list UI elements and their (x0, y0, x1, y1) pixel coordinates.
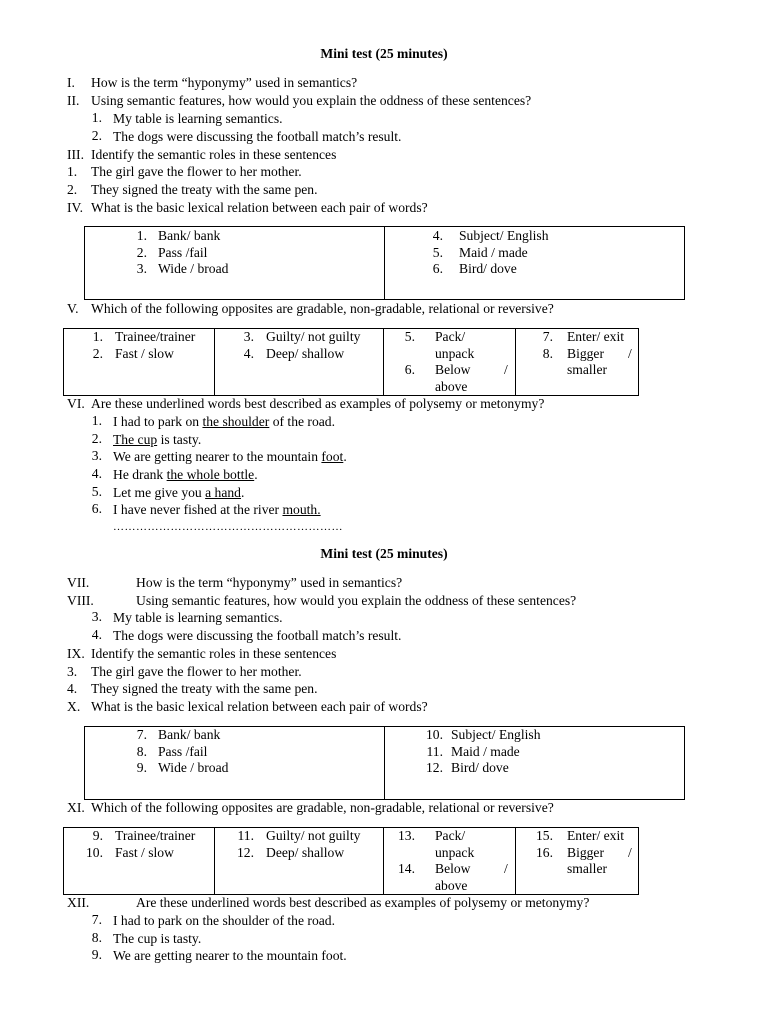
item-text-post: of the road. (269, 414, 335, 429)
underlined-word: foot (321, 449, 344, 464)
item-text: Deep/ shallow (266, 844, 345, 860)
item-number: 4. (91, 627, 102, 642)
item-number: 14. (398, 861, 415, 876)
question-number: IX. (67, 646, 85, 661)
item-text-pre: Let me give you (113, 485, 206, 500)
item-number: 1. (92, 329, 103, 344)
item-text: Below (435, 861, 471, 876)
item-text-post: . (240, 485, 245, 500)
item-text (113, 501, 321, 518)
item-number: 3. (243, 329, 254, 344)
item-text-pre: We are getting nearer to the mountain (113, 449, 322, 464)
item-text: Bank/ bank (158, 228, 221, 243)
item-number: 11. (237, 828, 254, 843)
item-number: 1. (136, 228, 147, 243)
item-number: 9. (91, 947, 102, 962)
item-number: 5. (404, 329, 415, 344)
item-number: 3. (67, 664, 78, 679)
item-text-continued: above (435, 378, 468, 394)
item-text: Fast / slow (115, 844, 174, 860)
question-number: XII. (67, 895, 90, 910)
item-number: 4. (67, 681, 78, 696)
item-text: We are getting nearer to the mountain foot. (113, 948, 347, 963)
item-text: My table is learning semantics. (113, 610, 283, 625)
item-number: 7. (542, 329, 553, 344)
question-text: How is the term “hyponymy” used in semantics? (136, 575, 403, 590)
item-number: 1. (67, 164, 78, 179)
item-text-continued: unpack (435, 844, 475, 860)
item-text-post: . (254, 467, 258, 482)
question-text: What is the basic lexical relation between each pair of words? (91, 200, 428, 215)
item-number: 9. (136, 760, 147, 775)
item-text: Enter/ exit (567, 329, 624, 344)
item-number: 12. (237, 844, 254, 860)
opposites-cell-3 (384, 329, 516, 396)
question-number: V. (67, 301, 79, 316)
question-text: Using semantic features, how would you explain the oddness of these sentences? (91, 93, 532, 108)
word-pairs-table (84, 226, 685, 300)
item-text: Pass /fail (158, 743, 208, 759)
item-number: 6. (404, 362, 415, 377)
underlined-word: mouth. (282, 502, 321, 517)
item-text-continued: unpack (435, 345, 475, 361)
item-text-continued: above (435, 877, 468, 893)
opposites-table (63, 827, 639, 895)
item-text: Enter/ exit (567, 828, 624, 843)
underlined-word: the whole bottle (166, 467, 255, 482)
item-text: Subject/ English (451, 727, 541, 742)
item-number: 7. (136, 727, 147, 742)
item-text: The girl gave the flower to her mother. (91, 164, 302, 179)
question-text: Which of the following opposites are gradable, non-gradable, relational or reversive? (91, 800, 554, 815)
item-number: 3. (91, 448, 102, 463)
question-number: III. (67, 147, 84, 162)
question-number: IV. (67, 200, 83, 215)
question-number: X. (67, 699, 81, 714)
item-number: 5. (91, 484, 102, 499)
item-number: 4. (91, 466, 102, 481)
item-number: 10. (86, 844, 103, 860)
item-text: The dogs were discussing the football match’s result. (113, 628, 402, 643)
item-text-pre: I had to park on (113, 414, 203, 429)
item-number: 1. (91, 110, 102, 125)
word-pairs-table (84, 726, 685, 800)
item-number: 2. (67, 182, 78, 197)
item-number: 3. (91, 609, 102, 624)
item-text: Deep/ shallow (266, 345, 345, 361)
item-number: 4. (432, 228, 443, 243)
underlined-word: The cup (113, 432, 158, 447)
item-text (113, 466, 258, 483)
opposites-cell-2 (215, 329, 384, 396)
question-number: XI. (67, 800, 85, 815)
item-text: My table is learning semantics. (113, 111, 283, 126)
item-text: Trainee/trainer (115, 828, 196, 843)
item-slash: / (504, 861, 508, 876)
item-text (113, 484, 244, 501)
item-text-post: is tasty. (157, 432, 202, 447)
item-number: 10. (426, 727, 443, 742)
opposites-cell-1 (64, 329, 215, 396)
item-number: 2. (91, 431, 102, 446)
opposites-table (63, 328, 639, 396)
item-number: 9. (92, 828, 103, 843)
item-text (113, 431, 201, 448)
item-text: Pass /fail (158, 244, 208, 260)
item-number: 2. (92, 345, 103, 361)
opposites-cell-2 (215, 828, 384, 895)
word-pairs-left-cell (85, 227, 385, 300)
question-number: VII. (67, 575, 90, 590)
question-text: Using semantic features, how would you explain the oddness of these sentences? (136, 593, 577, 608)
item-text-post: . (343, 449, 347, 464)
item-text-continued: smaller (567, 362, 608, 377)
item-number: 3. (136, 261, 147, 276)
item-text: Guilty/ not guilty (266, 329, 361, 344)
section-title: Mini test (25 minutes) (320, 46, 448, 61)
word-pairs-left-cell (85, 727, 385, 800)
question-number: VIII. (67, 593, 94, 608)
item-number: 8. (542, 345, 553, 361)
item-text: Bird/ dove (459, 261, 517, 276)
question-number: I. (67, 75, 75, 90)
opposites-cell-1 (64, 828, 215, 895)
item-text: Pack/ (435, 828, 466, 843)
item-text: Bigger (567, 345, 604, 361)
item-number: 15. (536, 828, 553, 843)
question-text: Are these underlined words best described as examples of polysemy or metonymy? (91, 396, 545, 411)
item-text: Wide / broad (158, 760, 229, 775)
item-number: 4. (243, 345, 254, 361)
item-slash: / (628, 345, 632, 361)
item-text (113, 448, 347, 465)
item-text-pre: He drank (113, 467, 167, 482)
item-text: Bank/ bank (158, 727, 221, 742)
item-text: They signed the treaty with the same pen. (91, 182, 318, 197)
item-number: 16. (536, 844, 553, 860)
item-number: 13. (398, 828, 415, 843)
item-number: 2. (91, 128, 102, 143)
item-number: 1. (91, 413, 102, 428)
item-text: The girl gave the flower to her mother. (91, 664, 302, 679)
item-text: Bigger (567, 844, 604, 860)
underlined-word: a hand (205, 485, 241, 500)
opposites-cell-3 (384, 828, 516, 895)
opposites-cell-4 (516, 828, 639, 895)
item-text-pre: I have never fished at the river (113, 502, 283, 517)
item-text: Below (435, 362, 471, 377)
question-text: Identify the semantic roles in these sentences (91, 147, 337, 162)
item-number: 6. (432, 261, 443, 276)
word-pairs-right-cell (385, 227, 685, 300)
item-number: 8. (91, 930, 102, 945)
item-text: Wide / broad (158, 261, 229, 276)
item-number: 11. (426, 743, 443, 759)
item-number: 7. (91, 912, 102, 927)
word-pairs-right-cell (385, 727, 685, 800)
item-text: Fast / slow (115, 345, 174, 361)
question-text: Are these underlined words best described as examples of polysemy or metonymy? (136, 895, 590, 910)
item-text: The cup is tasty. (113, 931, 202, 946)
item-text: Maid / made (451, 743, 520, 759)
question-text: What is the basic lexical relation between each pair of words? (91, 699, 428, 714)
item-slash: / (504, 362, 508, 377)
item-number: 12. (426, 760, 443, 775)
question-number: II. (67, 93, 80, 108)
question-text: Identify the semantic roles in these sentences (91, 646, 337, 661)
section-title: Mini test (25 minutes) (320, 546, 448, 561)
question-number: VI. (67, 396, 85, 411)
item-text: The dogs were discussing the football match’s result. (113, 129, 402, 144)
item-number: 8. (136, 743, 147, 759)
opposites-cell-4 (516, 329, 639, 396)
item-number: 2. (136, 244, 147, 260)
item-text: Trainee/trainer (115, 329, 196, 344)
item-text: Guilty/ not guilty (266, 828, 361, 843)
item-number: 5. (432, 244, 443, 260)
item-number: 6. (91, 501, 102, 516)
dotted-separator: …………………………………………………… (113, 521, 343, 533)
item-text: Bird/ dove (451, 760, 509, 775)
item-text: I had to park on the shoulder of the road. (113, 913, 335, 928)
question-text: Which of the following opposites are gradable, non-gradable, relational or reversive? (91, 301, 554, 316)
item-text: Pack/ (435, 329, 466, 344)
item-text: Subject/ English (459, 228, 549, 243)
item-slash: / (628, 844, 632, 860)
item-text: Maid / made (459, 244, 528, 260)
question-text: How is the term “hyponymy” used in semantics? (91, 75, 358, 90)
item-text (113, 413, 335, 430)
item-text-continued: smaller (567, 861, 608, 876)
item-text: They signed the treaty with the same pen. (91, 681, 318, 696)
underlined-word: the shoulder (202, 414, 270, 429)
